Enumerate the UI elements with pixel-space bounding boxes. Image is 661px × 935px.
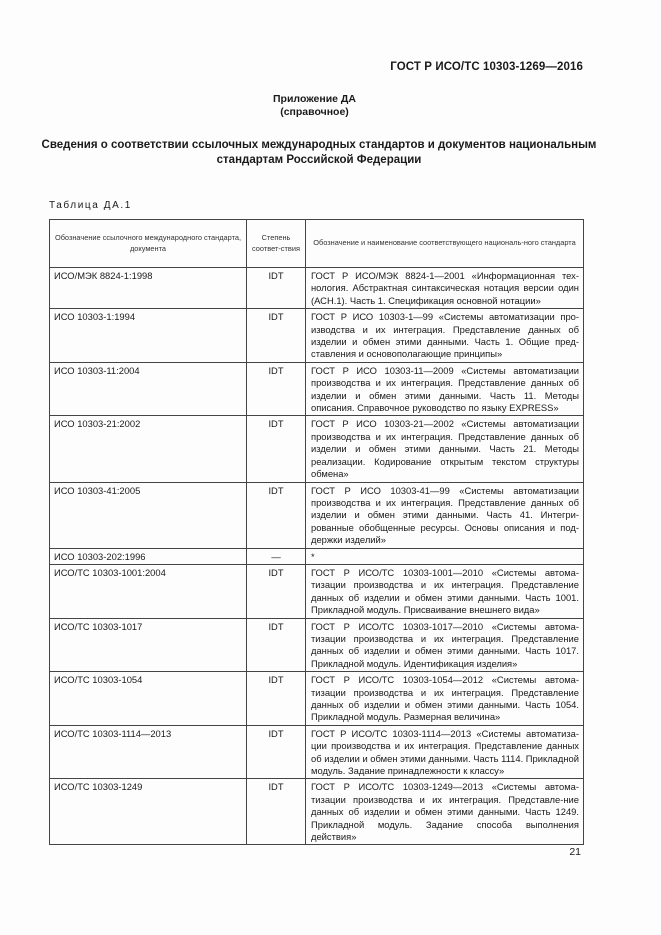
standard-code-header: ГОСТ Р ИСО/ТС 10303-1269—2016 xyxy=(390,61,583,73)
appendix-heading xyxy=(0,93,629,118)
correspondence-table xyxy=(49,219,584,845)
reference-standard-cell: ИСО/ТС 10303-1054 xyxy=(50,672,247,726)
table-header-row xyxy=(50,220,584,268)
national-standard-cell: ГОСТ Р ИСО/МЭК 8824-1—2001 «Информационная тех-нология. Абстрактная синтаксическая нотация версии один (АСН.1). Часть 1. Спецификация основной нотации» xyxy=(306,268,584,309)
conformity-degree-cell: IDT xyxy=(247,725,306,779)
table-row xyxy=(50,564,584,618)
national-standard-cell: ГОСТ Р ИСО/ТС 10303-1249—2013 «Системы автома-тизации производства и их интеграция. Представле-ние данных об изделии и обмен этими данными. Часть 1249. Прикладной модуль. Задание способа выполнения действия» xyxy=(306,779,584,845)
header-degree-of-conformity: Степень соответ-ствия xyxy=(247,220,306,268)
table-row xyxy=(50,725,584,779)
table-row xyxy=(50,362,584,416)
reference-standard-cell: ИСО 10303-11:2004 xyxy=(50,362,247,416)
table-row xyxy=(50,779,584,845)
conformity-degree-cell: IDT xyxy=(247,309,306,363)
conformity-degree-cell: IDT xyxy=(247,416,306,482)
header-national-standard: Обозначение и наименование соответствующего националь-ного стандарта xyxy=(306,220,584,268)
reference-standard-cell: ИСО/МЭК 8824-1:1998 xyxy=(50,268,247,309)
reference-standard-cell: ИСО 10303-21:2002 xyxy=(50,416,247,482)
conformity-degree-cell: — xyxy=(247,548,306,564)
national-standard-cell: ГОСТ Р ИСО 10303-21—2002 «Системы автоматизации производства и их интеграция. Представление данных об изделии и обмен этими данными. Часть 21. Методы реализации. Кодирование открытым текстом структуры обмена» xyxy=(306,416,584,482)
reference-standard-cell: ИСО/ТС 10303-1001:2004 xyxy=(50,564,247,618)
header-reference-standard: Обозначение ссылочного международного стандарта, документа xyxy=(50,220,247,268)
table-row xyxy=(50,672,584,726)
document-title: Сведения о соответствии ссылочных международных стандартов и документов национальным стандартам Российской Федерации xyxy=(41,139,597,166)
conformity-degree-cell: IDT xyxy=(247,618,306,672)
reference-standard-cell: ИСО/ТС 10303-1017 xyxy=(50,618,247,672)
table-row xyxy=(50,548,584,564)
national-standard-cell: ГОСТ Р ИСО 10303-1—99 «Системы автоматизации про-изводства и их интеграция. Представление данных об изделии и обмен этими данными. Часть 1. Общие пред-ставления и основополагающие принципы» xyxy=(306,309,584,363)
national-standard-cell: ГОСТ Р ИСО/ТС 10303-1017—2010 «Системы автома-тизации производства и их интеграция. Представление данных об изделии и обмен этими данными. Часть 1017. Прикладной модуль. Идентификация изделия» xyxy=(306,618,584,672)
reference-standard-cell: ИСО 10303-1:1994 xyxy=(50,309,247,363)
appendix-subtitle: (справочное) xyxy=(280,105,349,118)
table-row xyxy=(50,416,584,482)
reference-standard-cell: ИСО 10303-41:2005 xyxy=(50,482,247,548)
conformity-degree-cell: IDT xyxy=(247,268,306,309)
table-row xyxy=(50,309,584,363)
national-standard-cell: * xyxy=(306,548,584,564)
national-standard-cell: ГОСТ Р ИСО/ТС 10303-1054—2012 «Системы автома-тизации производства и их интеграция. Представление данных об изделии и обмен этими данными. Часть 1054. Прикладной модуль. Размерная величина» xyxy=(306,672,584,726)
table-row xyxy=(50,482,584,548)
reference-standard-cell: ИСО 10303-202:1996 xyxy=(50,548,247,564)
appendix-title: Приложение ДА xyxy=(273,93,356,105)
reference-standard-cell: ИСО/ТС 10303-1249 xyxy=(50,779,247,845)
national-standard-cell: ГОСТ Р ИСО 10303-11—2009 «Системы автоматизации производства и их интеграция. Представление данных об изделии и обмен этими данными. Часть 11. Методы описания. Справочное руководство по языку EXPRESS» xyxy=(306,362,584,416)
table-body xyxy=(50,268,584,845)
reference-standard-cell: ИСО/ТС 10303-1114—2013 xyxy=(50,725,247,779)
national-standard-cell: ГОСТ Р ИСО/ТС 10303-1114—2013 «Системы автоматиза-ции производства и их интеграция. Представление данных об изделии и обмен этими данными. Часть 1114. Прикладной модуль. Задание принадлежности к классу» xyxy=(306,725,584,779)
page-number: 21 xyxy=(569,846,581,858)
conformity-degree-cell: IDT xyxy=(247,482,306,548)
table-row xyxy=(50,268,584,309)
conformity-degree-cell: IDT xyxy=(247,779,306,845)
conformity-degree-cell: IDT xyxy=(247,564,306,618)
conformity-degree-cell: IDT xyxy=(247,672,306,726)
national-standard-cell: ГОСТ Р ИСО 10303-41—99 «Системы автоматизации производства и их интеграция. Представление данных об изделии и обмен этими данными. Часть 41. Интегри-рованные обобщенные ресурсы. Основы описания и под-держки изделий» xyxy=(306,482,584,548)
table-caption: Таблица ДА.1 xyxy=(49,200,132,211)
table-row xyxy=(50,618,584,672)
national-standard-cell: ГОСТ Р ИСО/ТС 10303-1001—2010 «Системы автома-тизации производства и их интеграция. Представление данных об изделии и обмен этими данными. Часть 1001. Прикладной модуль. Присваивание внешнего вида» xyxy=(306,564,584,618)
conformity-degree-cell: IDT xyxy=(247,362,306,416)
